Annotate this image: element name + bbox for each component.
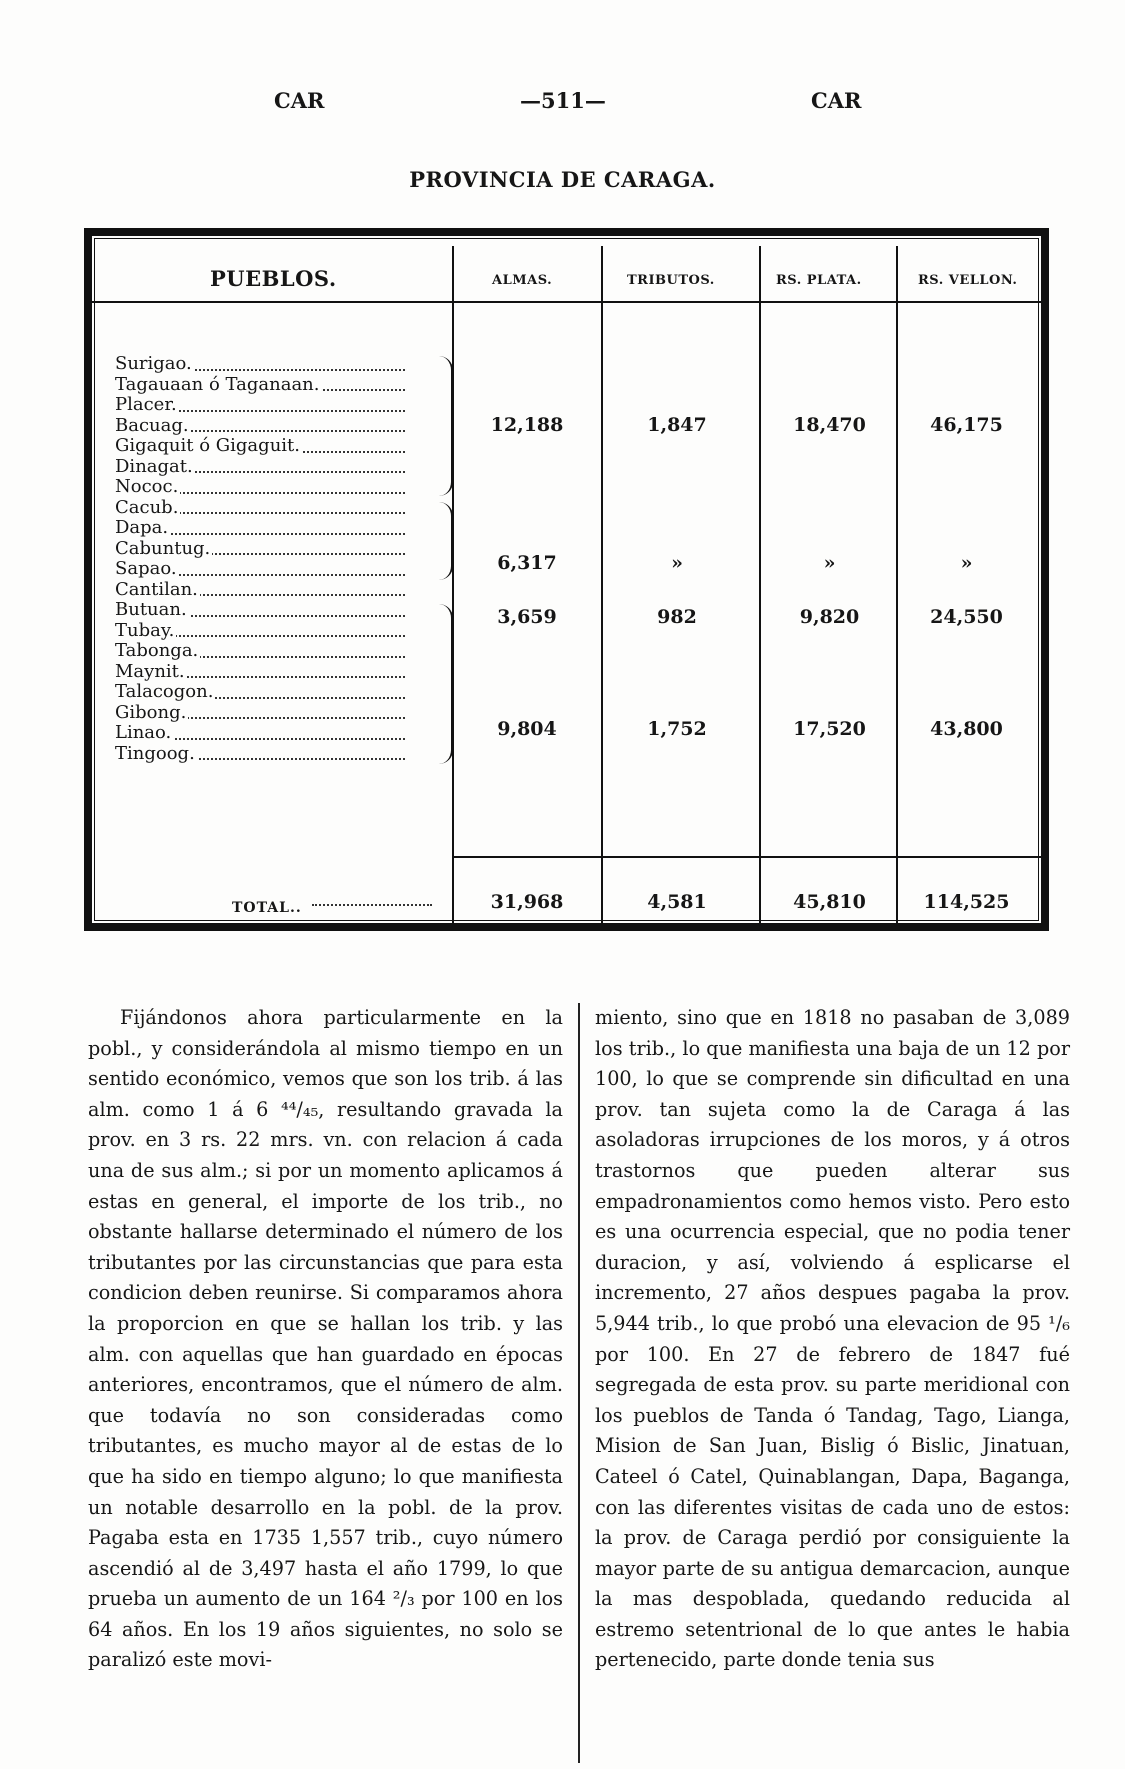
tributos-value: » <box>671 552 683 574</box>
table-row: Sapao. <box>115 559 405 580</box>
page-number: —511— <box>520 88 606 113</box>
running-header <box>0 88 1125 118</box>
table-row: Maynit. <box>115 662 405 683</box>
vellon-value: 24,550 <box>930 606 1003 628</box>
plata-value: 17,520 <box>793 718 866 740</box>
table-row: Cabuntug. <box>115 539 405 560</box>
table-row: Cantilan. <box>115 580 405 601</box>
header-right: CAR <box>811 88 862 113</box>
plata-value: » <box>823 552 836 574</box>
almas-value: 3,659 <box>497 606 557 628</box>
table-row: Talacogon. <box>115 682 405 703</box>
table-row: Placer. <box>115 395 405 416</box>
table-row: Tingoog. <box>115 744 405 765</box>
group-brace <box>439 356 453 496</box>
body-column-left <box>88 1003 563 1676</box>
almas-value: 9,804 <box>497 718 557 740</box>
total-leader <box>312 904 432 906</box>
col-header-almas: ALMAS. <box>492 273 553 288</box>
table-row: Dinagat. <box>115 457 405 478</box>
total-plata: 45,810 <box>793 891 866 913</box>
table-row: Dapa. <box>115 518 405 539</box>
almas-value: 12,188 <box>490 414 564 436</box>
table-row: Linao. <box>115 723 405 744</box>
paragraph: miento, sino que en 1818 no pasaban de 3,089 los trib., lo que manifiesta una baja de un 12 por 100, lo que se comprende sin dificultad en una prov. tan sujeta como la de Caraga á las asoladoras irrupciones de los moros, y á otros trastornos que pueden alterar sus empadronamientos como hemos visto. Pero esto es una ocurrencia especial, que no podia tener duracion, y así, volviendo á esplicarse el incremento, 27 años despues pagaba la prov. 5,944 trib., lo que probó una elevacion de 95 ¹/₆ por 100. En 27 de febrero de 1847 fué segregada de esta prov. su parte meridional con los pueblos de Tanda ó Tandag, Tago, Lianga, Mision de San Juan, Bislig ó Bislic, Jinatuan, Cateel ó Catel, Quinablangan, Dapa, Baganga, con las diferentes visitas de cada uno de estos: la prov. de Caraga perdió por consiguiente la mayor parte de su antigua demarcacion, aunque la mas despoblada, quedando reducida al estremo setentrional de lo que antes le habia pertenecido, parte donde tenia sus <box>595 1006 1070 1672</box>
col-header-plata: RS. PLATA. <box>776 273 862 288</box>
header-left: CAR <box>274 88 325 113</box>
table-row: Gibong. <box>115 703 405 724</box>
province-title: PROVINCIA DE CARAGA. <box>409 167 716 192</box>
total-rule <box>452 856 1041 858</box>
table-row: Gigaquit ó Gigaguit. <box>115 436 405 457</box>
vellon-value: 43,800 <box>930 718 1003 740</box>
pueblos-list <box>115 354 405 764</box>
group-brace <box>439 502 453 580</box>
header-rule <box>92 301 1041 303</box>
table-row: Nococ. <box>115 477 405 498</box>
tributos-value: 1,847 <box>647 414 707 436</box>
population-table <box>84 228 1049 931</box>
tributos-value: 1,752 <box>647 718 707 740</box>
col-header-tributos: TRIBUTOS. <box>627 273 715 288</box>
total-label: TOTAL.. <box>232 900 302 916</box>
plata-value: 18,470 <box>793 414 866 436</box>
column-divider <box>578 1003 580 1763</box>
tributos-value: 982 <box>657 606 697 628</box>
col-divider-4 <box>896 246 898 926</box>
col-divider-2 <box>601 246 603 926</box>
table-row: Butuan. <box>115 600 405 621</box>
plata-value: 9,820 <box>799 606 860 628</box>
group-brace <box>439 604 453 764</box>
col-divider-3 <box>759 246 761 926</box>
table-row: Cacub. <box>115 498 405 519</box>
table-row: Bacuag. <box>115 416 405 437</box>
col-divider-1 <box>452 246 454 926</box>
vellon-value: 46,175 <box>930 414 1003 436</box>
col-header-pueblos: PUEBLOS. <box>210 266 337 291</box>
total-almas: 31,968 <box>490 891 564 913</box>
table-row: Tabonga. <box>115 641 405 662</box>
col-header-vellon: RS. VELLON. <box>918 273 1018 288</box>
vellon-value: » <box>960 552 973 574</box>
total-vellon: 114,525 <box>923 891 1010 913</box>
table-row: Surigao. <box>115 354 405 375</box>
table-row: Tubay. <box>115 621 405 642</box>
body-column-right <box>595 1003 1070 1676</box>
table-row: Tagauaan ó Taganaan. <box>115 375 405 396</box>
almas-value: 6,317 <box>497 552 557 574</box>
paragraph: Fijándonos ahora particularmente en la pobl., y considerándola al mismo tiempo en un sentido económico, vemos que son los trib. á las alm. como 1 á 6 ⁴⁴/₄₅, resultando gravada la prov. en 3 rs. 22 mrs. vn. con relacion á cada una de sus alm.; si por un momento aplicamos á estas en general, el importe de los trib., no obstante hallarse determinado el número de los tributantes por las circunstancias que para esta condicion deben reunirse. Si comparamos ahora la proporcion en que se hallan los trib. y las alm. con aquellas que han guardado en épocas anteriores, encontramos, que el número de alm. que todavía no son consideradas como tributantes, es mucho mayor al de estas de lo que ha sido en tiempo alguno; lo que manifiesta un notable desarrollo en la pobl. de la prov. Pagaba esta en 1735 1,557 trib., cuyo número ascendió al de 3,497 hasta el año 1799, lo que prueba un aumento de un 164 ²/₃ por 100 en los 64 años. En los 19 años siguientes, no solo se paralizó este movi- <box>88 1006 563 1672</box>
total-tributos: 4,581 <box>647 891 707 913</box>
